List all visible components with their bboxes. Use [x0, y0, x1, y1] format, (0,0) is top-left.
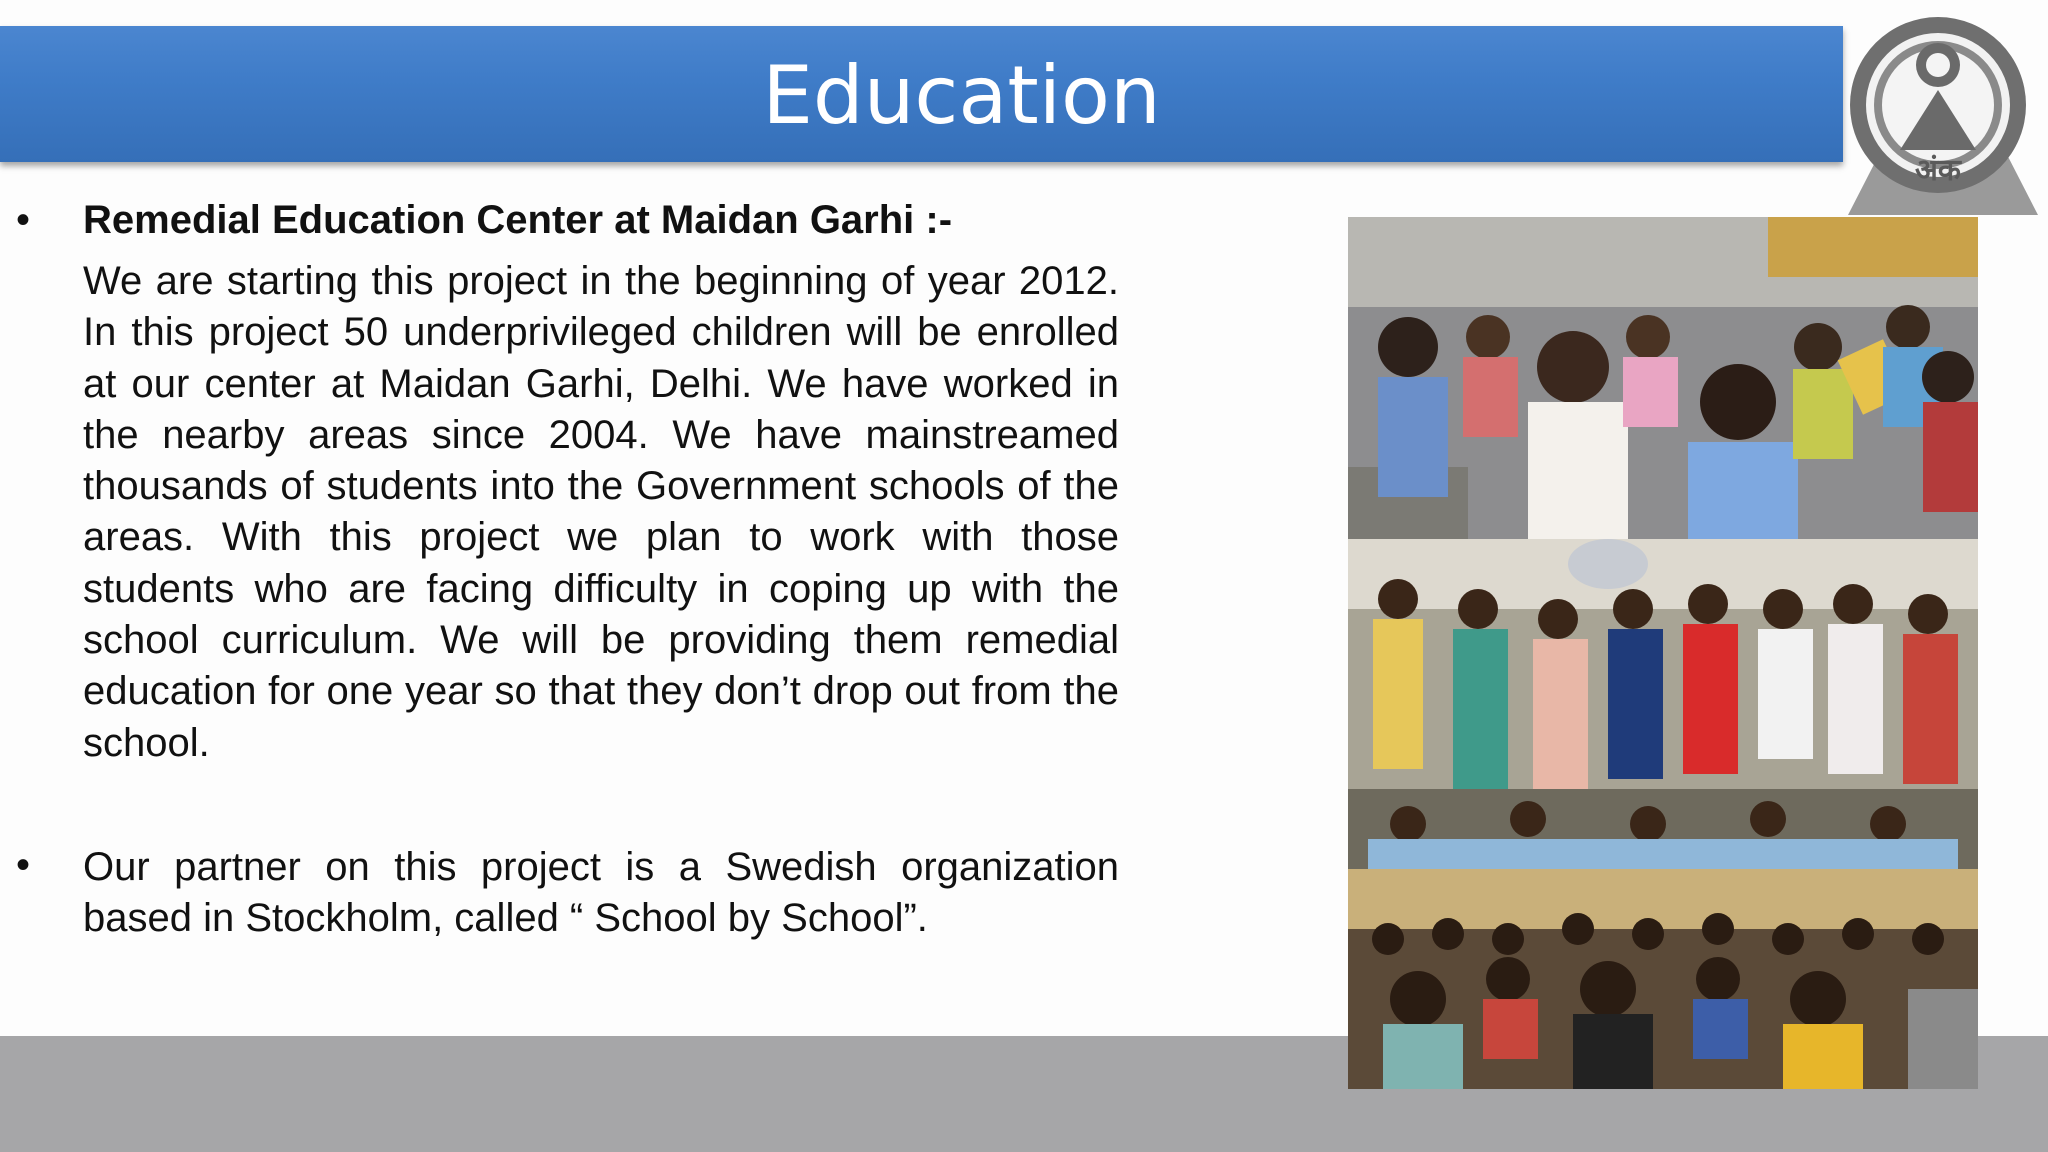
bullet-1: •: [16, 198, 31, 242]
photo-collage: [1348, 217, 1980, 1089]
logo-text: अंक: [1915, 153, 1961, 188]
classroom-photo: [1348, 217, 1978, 539]
bullet-2: •: [16, 843, 31, 887]
item2-body: Our partner on this project is a Swedish organization based in Stockholm, called “ School by School”.: [83, 845, 1119, 941]
ank-logo: [1838, 10, 2048, 220]
group-photo: [1348, 539, 1978, 869]
item1-heading: Remedial Education Center at Maidan Garhi :-: [83, 198, 953, 242]
item1-body: We are starting this project in the beginning of year 2012. In this project 50 underprivileged children will be enrolled at our center at Maidan Garhi, Delhi. We have worked in the nearby areas since 2004. We have mainstreamed thousands of students into the Government schools of the areas. With this project we plan to work with those students who are facing difficulty in coping up with the school curriculum. We will be providing them remedial education for one year so that they don’t drop out from the school.: [83, 259, 1119, 765]
seated-children-photo: [1348, 869, 1978, 1089]
title-bar: [0, 26, 1843, 162]
slide-title: Education: [762, 49, 1161, 142]
